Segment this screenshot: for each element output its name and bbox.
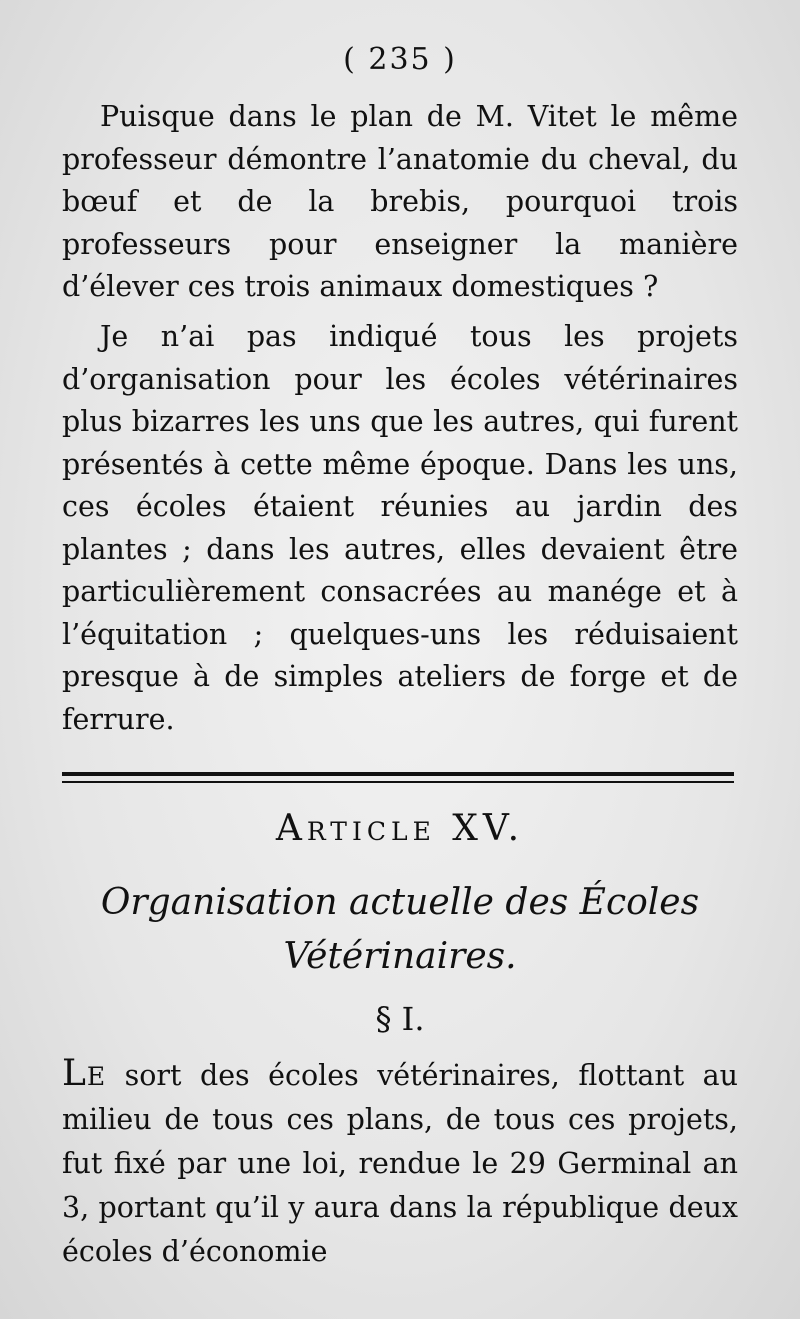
page-number: ( 235 ) bbox=[343, 42, 457, 77]
paragraph-text: Puisque dans le plan de M. Vitet le même professeur démontre l’anatomie du cheval, du bœuf et de la brebis, pourquoi trois professeurs pour enseigner la manière d’élever ces trois animaux domestiques ? bbox=[62, 100, 738, 303]
paragraph-organisation-projects bbox=[62, 316, 738, 741]
article-heading: Article XV. bbox=[275, 808, 525, 849]
thick-divider-rule bbox=[62, 772, 734, 776]
paragraph-body: sort des écoles vétérinaires, flottant au milieu de tous ces plans, de tous ces projets, fut fixé par une loi, rendue le 29 Germinal an 3, portant qu’il y aura dans la république deux écoles d’économie bbox=[62, 1059, 738, 1268]
paragraph-veterinary-schools-fate bbox=[62, 1052, 738, 1274]
thin-divider-rule bbox=[62, 781, 734, 783]
paragraph-vitet-plan bbox=[62, 96, 738, 309]
paragraph-text: Je n’ai pas indiqué tous les projets d’organisation pour les écoles vétérinaires plus bizarres les uns que les autres, qui furent présentés à cette même époque. Dans les uns, ces écoles étaient réunies au jardin des plantes ; dans les autres, elles devaient être particulièrement consacrées au manége et à l’équitation ; quelques-uns les réduisaient presque à de simples ateliers de forge et de ferrure. bbox=[62, 320, 738, 736]
section-mark: § I. bbox=[375, 1000, 425, 1038]
paragraph-text bbox=[62, 1052, 738, 1274]
section-title: Organisation actuelle des Écoles Vétérinaires. bbox=[100, 882, 700, 977]
paragraph-lead-word: Le bbox=[62, 1053, 107, 1094]
